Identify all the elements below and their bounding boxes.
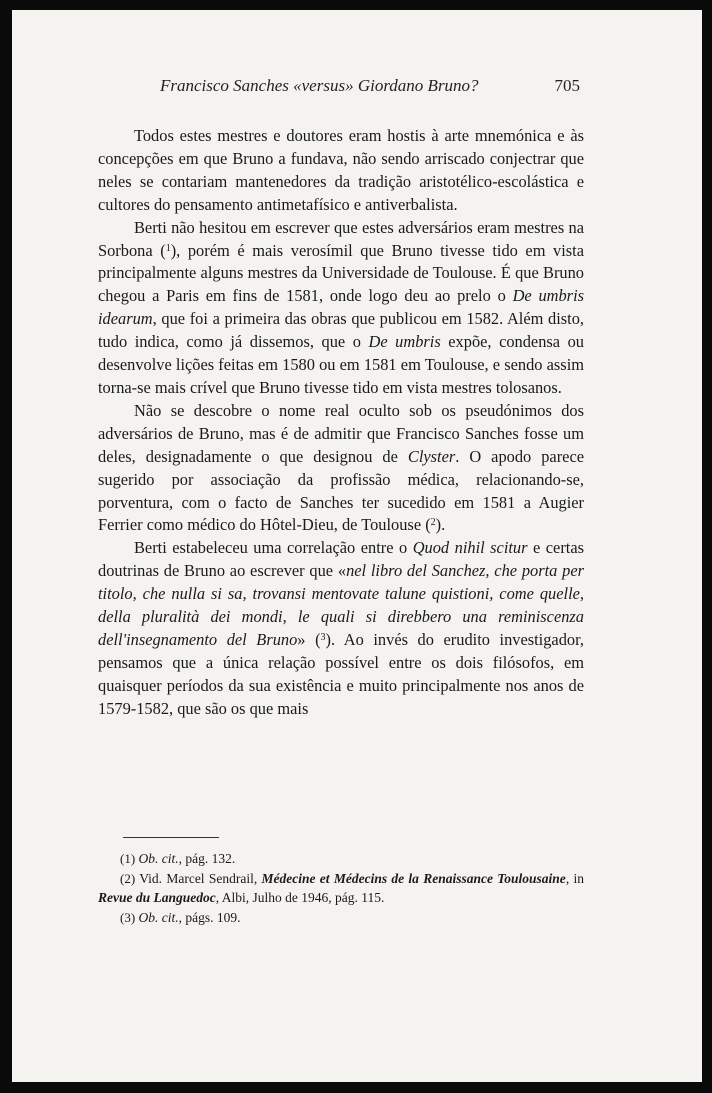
paragraph-2 xyxy=(98,217,584,400)
footnotes xyxy=(98,849,584,927)
text-run: ). xyxy=(435,515,446,535)
text-run: Berti estabeleceu uma correlação entre o xyxy=(134,538,413,558)
footnote-mark: (2) xyxy=(120,870,136,886)
text-run: Não se descobre o nome real oculto sob os pseudónimos dos adversários de Bruno, mas é de admitir que Francisco Sanches fosse um deles, designadamente o que designou de xyxy=(98,400,584,466)
body-text xyxy=(98,125,584,721)
text-run: . O apodo parece sugerido por associação da profissão médica, relacionando-se, porventura, com o facto de Sanches ter sucedido em 1581 a Augier Ferrier como médico do Hôtel-Dieu, de Toulouse ( xyxy=(98,446,584,535)
running-title: Francisco Sanches «versus» Giordano Bruno? xyxy=(160,76,479,95)
text-run: , que foi a primeira das obras que publicou em 1582. Além disto, tudo indica, como já dissemos, que o xyxy=(98,309,584,352)
text-run: , pág. 132. xyxy=(178,851,236,866)
paragraph-1 xyxy=(98,125,584,217)
page-number: 705 xyxy=(554,76,580,95)
bold-italic-title: Médecine et Médecins de la Renaissance Toulousaine xyxy=(261,870,566,886)
text-run: ). Ao invés do erudito investigador, pensamos que a única relação possível entre os dois filósofos, em quaisquer períodos da sua existência e muito principalmente nos anos de 1579-1582, que são os que mais xyxy=(98,629,584,718)
text-run: » ( xyxy=(297,629,321,649)
document-page xyxy=(12,10,702,1082)
paragraph-3 xyxy=(98,400,584,537)
italic-text: Ob. cit. xyxy=(138,909,179,925)
italic-title: De umbris xyxy=(368,332,441,352)
text-run: e certas doutrinas de Bruno ao escrever que « xyxy=(98,538,585,581)
text-run: , Albi, Julho de 1946, pág. 115. xyxy=(215,890,385,905)
footnote-mark: (1) xyxy=(120,851,136,866)
italic-title: Quod nihil scitur xyxy=(412,538,528,558)
italic-title: De umbris idearum xyxy=(98,286,584,329)
italic-term: Clyster xyxy=(407,446,456,466)
bold-italic-journal: Revue du Languedoc xyxy=(98,890,216,905)
paragraph-4 xyxy=(98,537,584,720)
footnote-ref[interactable]: 3 xyxy=(320,631,326,643)
paragraph-text: Todos estes mestres e doutores eram hostis à arte mnemónica e às concepções em que Bruno a fundava, não sendo arriscado conjectrar que neles se contariam mantenedores da tradição aristotélico-escolástica e cultores do pensamento antimetafísico e antiverbalista. xyxy=(98,126,584,214)
running-header xyxy=(160,76,580,100)
text-run: Berti não hesitou em escrever que estes adversários eram mestres na Sorbona ( xyxy=(98,217,584,260)
text-run: , págs. 109. xyxy=(178,909,241,925)
footnote-1 xyxy=(98,849,584,869)
text-run: Vid. Marcel Sendrail, xyxy=(135,870,262,886)
text-run: , in xyxy=(565,870,584,886)
footnote-ref[interactable]: 2 xyxy=(430,517,436,529)
italic-quote: nel libro del Sanchez, che porta per titolo, che nulla si sa, trovansi mentovate talune quistioni, come quelle, della pluralità dei mondi, le quali si direbbero una reminiscenza dell'insegnamento del Bruno xyxy=(98,561,584,649)
footnote-divider xyxy=(123,837,219,838)
footnote-ref[interactable]: 1 xyxy=(165,242,171,254)
footnote-mark: (3) xyxy=(120,909,136,925)
text-run: expõe, condensa ou desenvolve lições feitas em 1580 ou em 1581 em Toulouse, e sendo assim torna-se mais crível que Bruno tivesse tido em vista mestres tolosanos. xyxy=(98,332,585,397)
text-run: ), porém é mais verosímil que Bruno tivesse tido em vista principalmente alguns mestres da Universidade de Toulouse. É que Bruno chegou a Paris em fins de 1581, onde logo deu ao prelo o xyxy=(98,240,585,306)
italic-text: Ob. cit. xyxy=(138,851,179,866)
footnote-3 xyxy=(98,908,584,928)
footnote-2 xyxy=(98,869,584,908)
